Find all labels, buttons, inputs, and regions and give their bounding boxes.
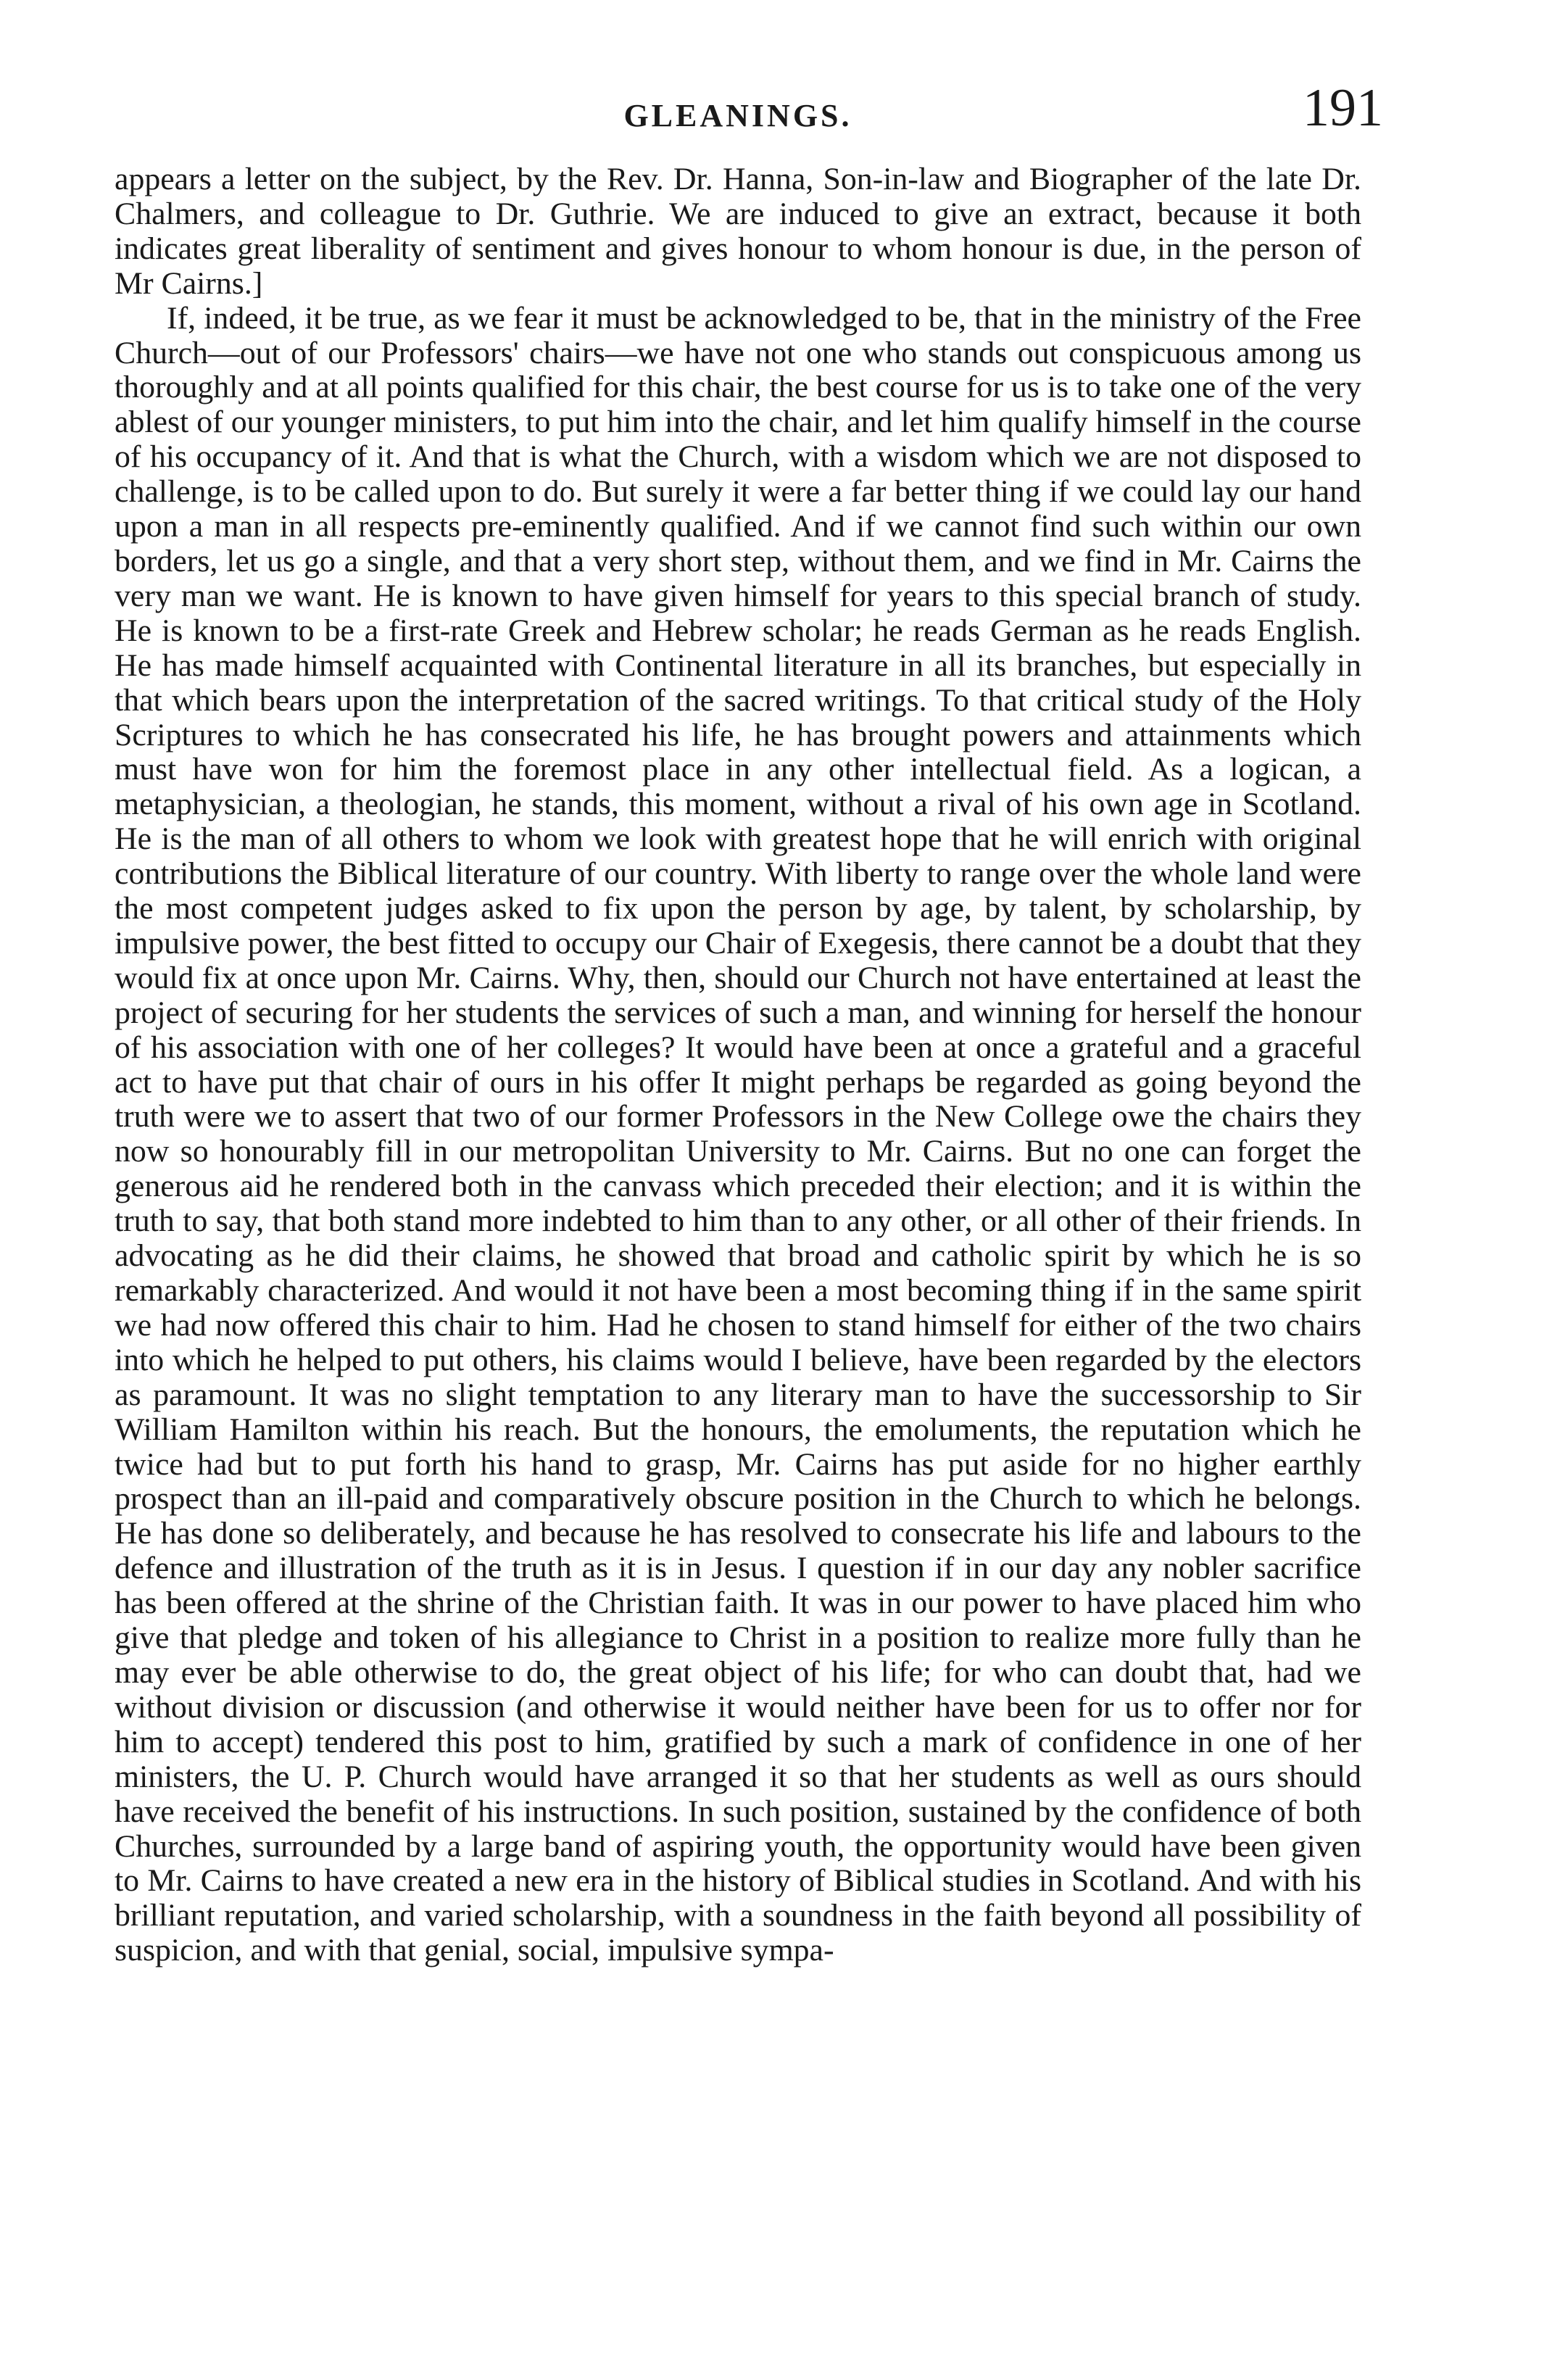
page-header xyxy=(115,72,1383,159)
running-title: GLEANINGS. xyxy=(623,98,852,133)
body-text xyxy=(115,162,1361,1968)
book-page xyxy=(115,72,1383,1968)
page-number: 191 xyxy=(1303,78,1383,138)
paragraph-main: If, indeed, it be true, as we fear it must be acknowledged to be, that in the ministry of the Free Church—out of our Professors' chairs—we have not one who stands out conspicuous among us thoroughly and at all points qualified for this chair, the best course for us is to take one of the very ablest of our younger ministers, to put him into the chair, and let him qualify himself in the course of his occupancy of it. And that is what the Church, with a wisdom which we are not disposed to challenge, is to be called upon to do. But surely it were a far better thing if we could lay our hand upon a man in all respects pre-eminently qualified. And if we cannot find such within our own borders, let us go a single, and that a very short step, without them, and we find in Mr. Cairns the very man we want. He is known to have given himself for years to this special branch of study. He is known to be a first-rate Greek and Hebrew scholar; he reads German as he reads English. He has made himself acquainted with Continental literature in all its branches, but especially in that which bears upon the interpretation of the sacred writings. To that critical study of the Holy Scriptures to which he has consecrated his life, he has brought powers and attainments which must have won for him the foremost place in any other intellectual field. As a logican, a metaphysician, a theologian, he stands, this moment, without a rival of his own age in Scotland. He is the man of all others to whom we look with greatest hope that he will enrich with original contributions the Biblical literature of our country. With liberty to range over the whole land were the most competent judges asked to fix upon the person by age, by talent, by scholarship, by impulsive power, the best fitted to occupy our Chair of Exegesis, there cannot be a doubt that they would fix at once upon Mr. Cairns. Why, then, should our Church not have entertained at least the project of securing for her students the services of such a man, and winning for herself the honour of his association with one of her colleges? It would have been at once a grateful and a graceful act to have put that chair of ours in his offer It might perhaps be regarded as going beyond the truth were we to assert that two of our former Professors in the New College owe the chairs they now so honourably fill in our metropolitan University to Mr. Cairns. But no one can forget the generous aid he rendered both in the canvass which preceded their election; and it is within the truth to say, that both stand more indebted to him than to any other, or all other of their friends. In advocating as he did their claims, he showed that broad and catholic spirit by which he is so remarkably characterized. And would it not have been a most becoming thing if in the same spirit we had now offered this chair to him. Had he chosen to stand himself for either of the two chairs into which he helped to put others, his claims would I believe, have been regarded by the electors as paramount. It was no slight temptation to any literary man to have the successorship to Sir William Hamilton within his reach. But the honours, the emoluments, the reputation which he twice had but to put forth his hand to grasp, Mr. Cairns has put aside for no higher earthly prospect than an ill-paid and comparatively obscure position in the Church to which he belongs. He has done so deliberately, and because he has resolved to consecrate his life and labours to the defence and illustration of the truth as it is in Jesus. I question if in our day any nobler sacrifice has been offered at the shrine of the Christian faith. It was in our power to have placed him who give that pledge and token of his allegiance to Christ in a position to realize more fully than he may ever be able otherwise to do, the great object of his life; for who can doubt that, had we without division or discussion (and otherwise it would neither have been for us to offer nor for him to accept) tendered this post to him, gratified by such a mark of confidence in one of her ministers, the U. P. Church would have arranged it so that her students as well as ours should have received the benefit of his instructions. In such position, sustained by the confidence of both Churches, surrounded by a large band of aspiring youth, the opportunity would have been given to Mr. Cairns to have created a new era in the history of Biblical studies in Scotland. And with his brilliant reputation, and varied scholarship, with a soundness in the faith beyond all possibility of suspicion, and with that genial, social, impulsive sympa- xyxy=(115,300,1361,1968)
paragraph-continued: appears a letter on the subject, by the Rev. Dr. Hanna, Son-in-law and Biographer of the late Dr. Chalmers, and colleague to Dr. Guthrie. We are induced to give an extract, because it both indicates great liberality of sentiment and gives honour to whom honour is due, in the person of Mr Cairns.] xyxy=(115,162,1361,301)
